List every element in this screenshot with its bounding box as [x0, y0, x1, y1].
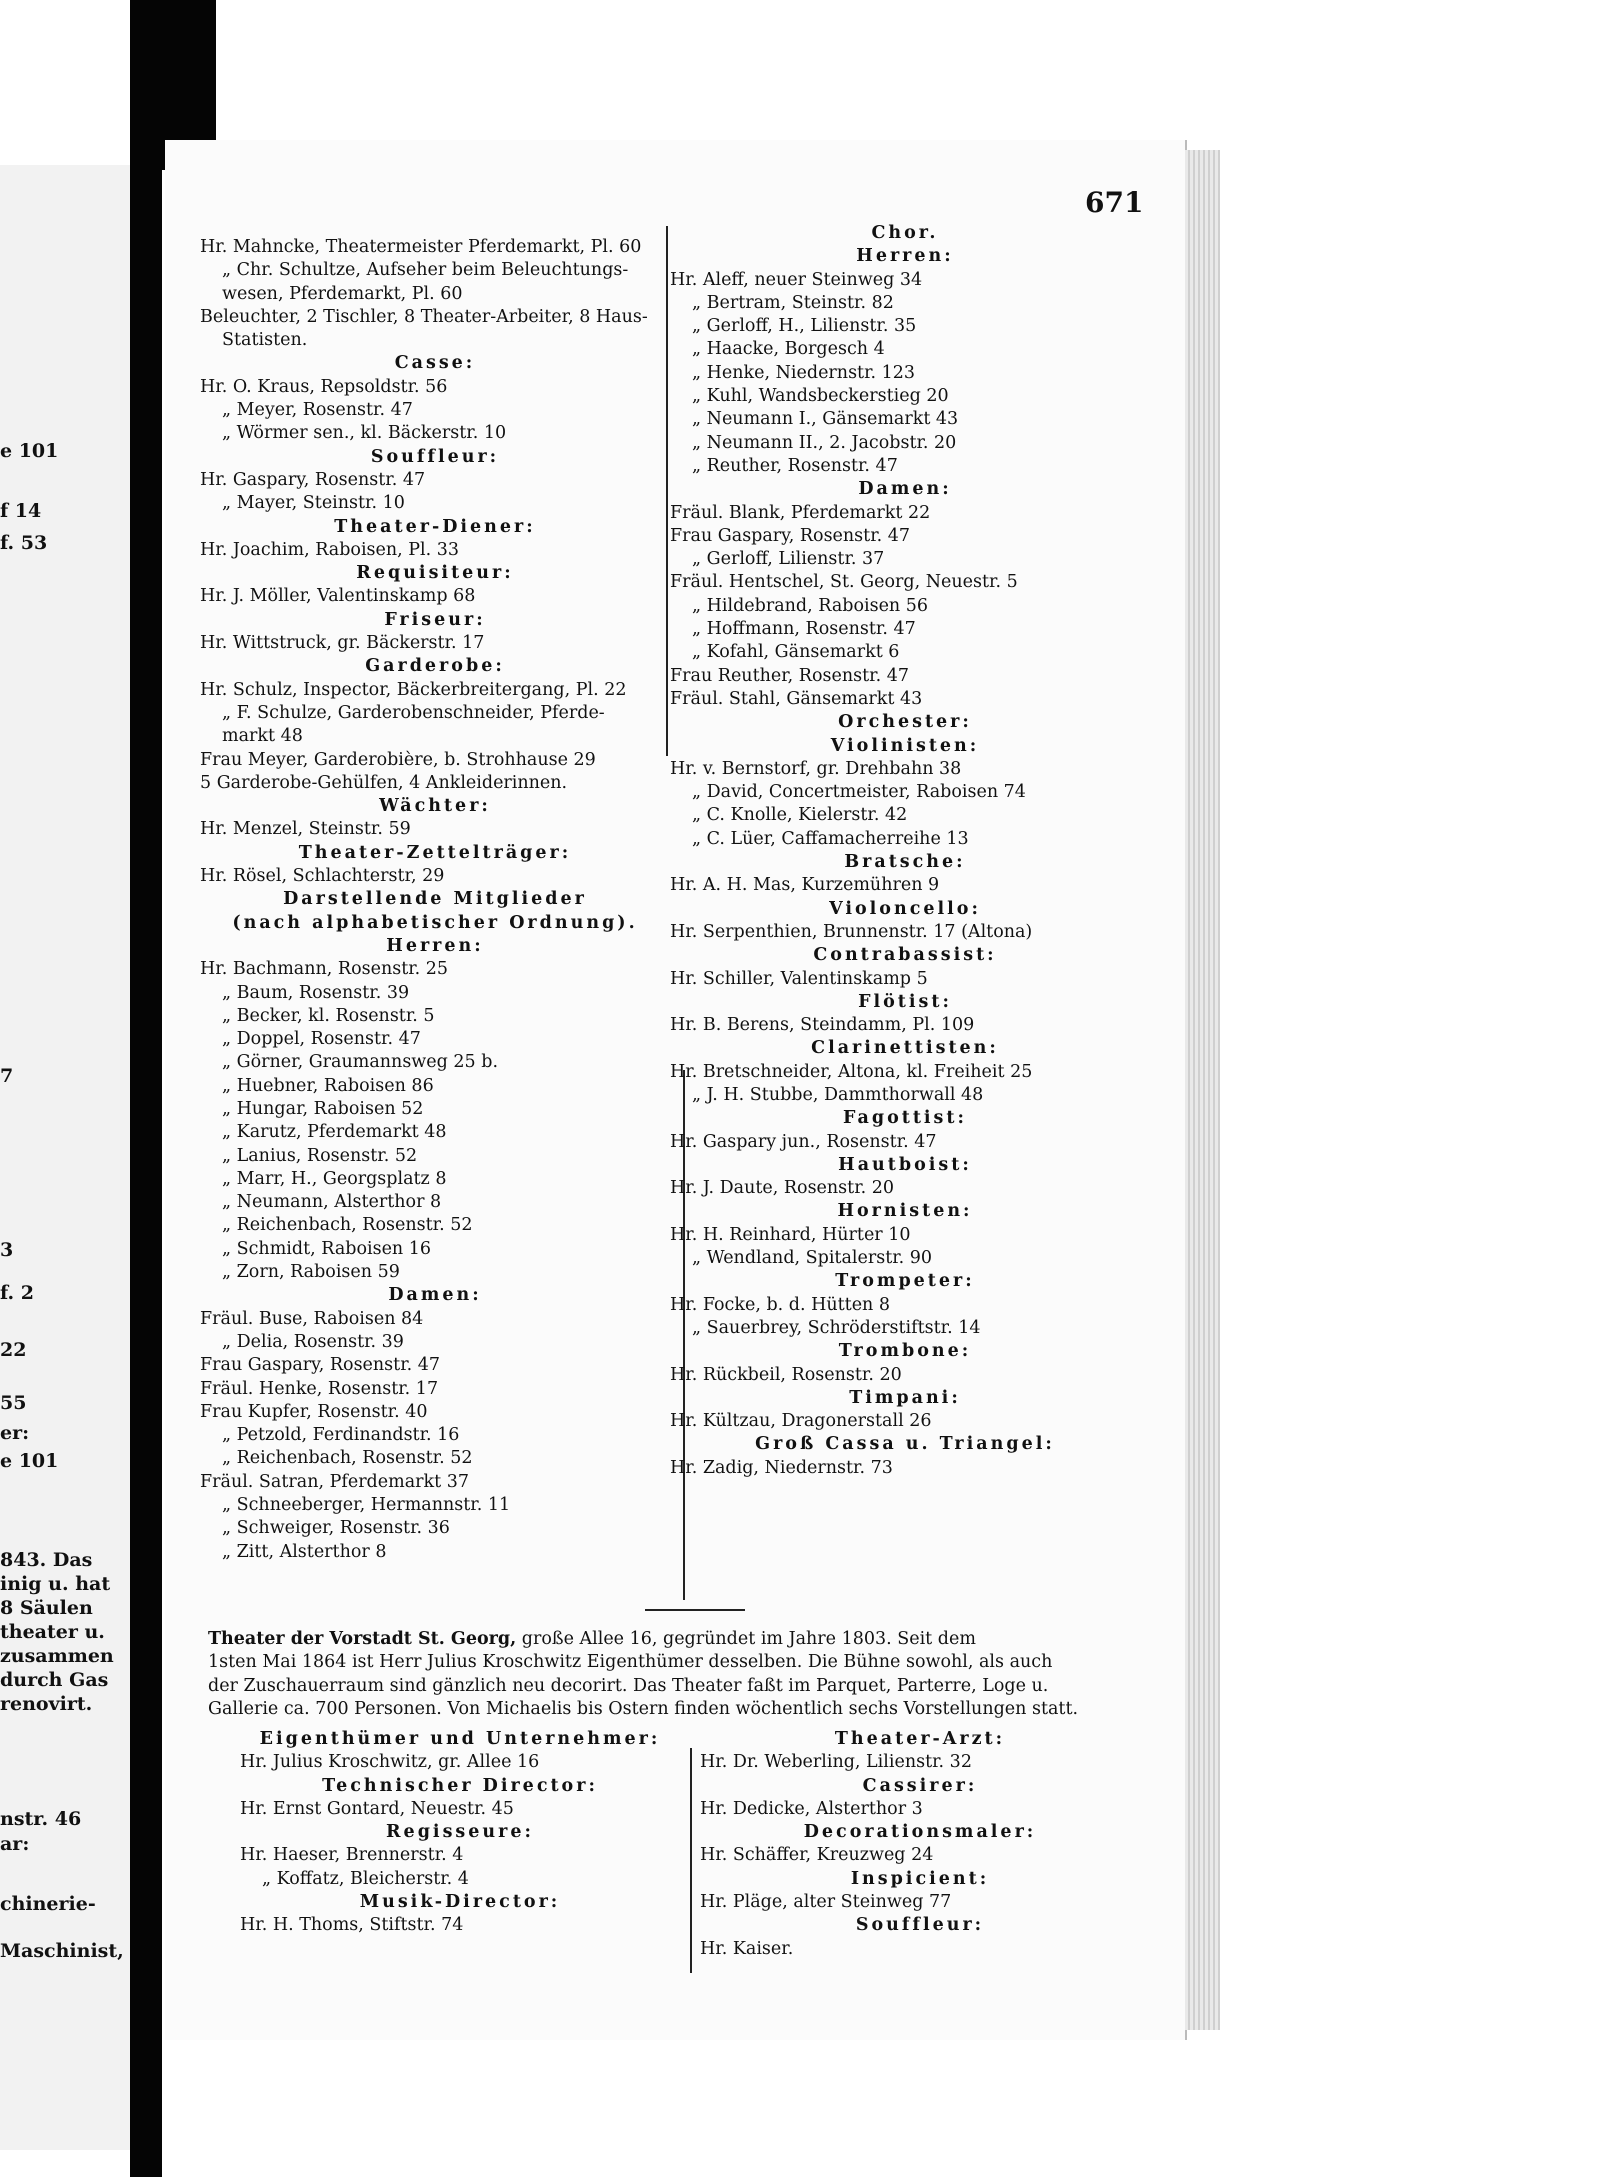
- directory-entry: Hr. H. Thoms, Stiftstr. 74: [240, 1915, 464, 1936]
- theater-text-line: der Zuschauerraum sind gänzlich neu decorirt. Das Theater faßt im Parquet, Parterre, Loge u.: [208, 1675, 1049, 1696]
- section-heading: Herren:: [856, 246, 954, 267]
- fragment-text: e 101: [0, 1450, 59, 1472]
- scan-margin: [0, 0, 1600, 72]
- section-heading: Violinisten:: [830, 735, 980, 756]
- theater-section: [208, 1628, 1158, 1721]
- directory-entry: „ Neumann I., Gänsemarkt 43: [692, 409, 959, 430]
- column-divider: [666, 226, 668, 756]
- directory-entry: Hr. J. Daute, Rosenstr. 20: [670, 1178, 895, 1199]
- section-heading: Eigenthümer und Unternehmer:: [259, 1729, 661, 1749]
- theater-left-column: [240, 1728, 680, 1938]
- directory-entry: „ Neumann II., 2. Jacobstr. 20: [692, 432, 957, 453]
- theater-intro-line: [208, 1628, 1158, 1651]
- right-column: [670, 222, 1140, 1480]
- section-heading: Decorationsmaler:: [803, 1822, 1037, 1843]
- directory-entry: „ Schmidt, Raboisen 16: [222, 1238, 432, 1259]
- section-heading: Hornisten:: [837, 1201, 973, 1222]
- section-heading: Bratsche:: [844, 852, 966, 873]
- fragment-text: 22: [0, 1339, 27, 1361]
- section-heading: Regisseure:: [386, 1822, 534, 1843]
- column-divider: [690, 1748, 692, 1973]
- directory-entry: Hr. Mahncke, Theatermeister Pferdemarkt, Pl. 60: [200, 237, 642, 257]
- directory-entry: „ Wörmer sen., kl. Bäckerstr. 10: [222, 423, 507, 444]
- directory-entry: „ Henke, Niedernstr. 123: [692, 362, 916, 383]
- directory-entry: „ Reuther, Rosenstr. 47: [692, 455, 898, 476]
- directory-entry: Hr. Haeser, Brennerstr. 4: [240, 1845, 464, 1866]
- directory-entry: „ Gerloff, H., Lilienstr. 35: [692, 316, 917, 337]
- directory-entry: Hr. Bachmann, Rosenstr. 25: [200, 959, 449, 980]
- directory-entry: „ Kofahl, Gänsemarkt 6: [692, 642, 900, 663]
- directory-entry: Beleuchter, 2 Tischler, 8 Theater-Arbeiter, 8 Haus-: [200, 306, 648, 327]
- fragment-text: chinerie-: [0, 1893, 96, 1915]
- directory-entry: „ Meyer, Rosenstr. 47: [222, 400, 413, 421]
- directory-entry: Hr. Gaspary, Rosenstr. 47: [200, 469, 426, 490]
- section-heading: Inspicient:: [850, 1868, 990, 1889]
- directory-entry: „ Haacke, Borgesch 4: [692, 339, 885, 360]
- directory-entry: Hr. Rückbeil, Rosenstr. 20: [670, 1364, 902, 1385]
- theater-text-line: Gallerie ca. 700 Personen. Von Michaelis bis Ostern finden wöchentlich sechs Vorstellungen statt.: [208, 1698, 1079, 1719]
- directory-entry: „ Chr. Schultze, Aufseher beim Beleuchtungs-: [222, 260, 629, 281]
- directory-entry: „ Koffatz, Bleicherstr. 4: [262, 1868, 469, 1889]
- directory-entry: Hr. v. Bernstorf, gr. Drehbahn 38: [670, 758, 962, 779]
- section-heading: Musik-Director:: [359, 1892, 561, 1913]
- fragment-text: 3: [0, 1239, 14, 1261]
- directory-entry: Hr. Kültzau, Dragonerstall 26: [670, 1411, 932, 1432]
- section-heading: Damen:: [858, 479, 952, 500]
- fragment-text: durch Gas: [0, 1669, 109, 1691]
- section-heading: Souffleur:: [855, 1915, 985, 1936]
- directory-entry: Hr. Gaspary jun., Rosenstr. 47: [670, 1131, 937, 1152]
- section-heading: Technischer Director:: [322, 1775, 598, 1796]
- section-heading: Herren:: [386, 935, 484, 956]
- directory-entry: „ Görner, Graumannsweg 25 b.: [222, 1052, 499, 1073]
- fragment-text: renovirt.: [0, 1693, 93, 1715]
- directory-entry: Statisten.: [222, 330, 308, 351]
- directory-entry: „ Zorn, Raboisen 59: [222, 1262, 400, 1283]
- section-heading: (nach alphabetischer Ordnung).: [232, 912, 638, 933]
- directory-entry: „ C. Knolle, Kielerstr. 42: [692, 805, 908, 826]
- directory-entry: Hr. Julius Kroschwitz, gr. Allee 16: [240, 1752, 540, 1773]
- section-heading: Theater-Diener:: [334, 516, 536, 537]
- section-heading: Casse:: [394, 353, 476, 374]
- directory-entry: Frau Meyer, Garderobière, b. Strohhause 29: [200, 749, 596, 770]
- directory-entry: „ J. H. Stubbe, Dammthorwall 48: [692, 1084, 984, 1105]
- fragment-text: e 101: [0, 440, 59, 462]
- section-heading: Friseur:: [384, 609, 486, 630]
- fragment-text: f. 53: [0, 532, 48, 554]
- fragment-text: f. 2: [0, 1282, 34, 1304]
- directory-entry: „ David, Concertmeister, Raboisen 74: [692, 782, 1026, 803]
- directory-entry: Hr. A. H. Mas, Kurzemühren 9: [670, 875, 940, 896]
- directory-entry: Hr. Aleff, neuer Steinweg 34: [670, 269, 923, 290]
- section-heading: Theater-Zettelträger:: [298, 842, 572, 863]
- directory-entry: 5 Garderobe-Gehülfen, 4 Ankleiderinnen.: [200, 772, 568, 793]
- directory-entry: Hr. Kaiser.: [700, 1938, 794, 1959]
- theater-text-line: 1sten Mai 1864 ist Herr Julius Kroschwitz Eigenthümer desselben. Die Bühne sowohl, als auch: [208, 1652, 1053, 1673]
- fragment-text: 843. Das: [0, 1549, 93, 1571]
- directory-entry: Frau Gaspary, Rosenstr. 47: [200, 1355, 441, 1376]
- fragment-text: 8 Säulen: [0, 1597, 93, 1619]
- directory-entry: wesen, Pferdemarkt, Pl. 60: [222, 283, 463, 304]
- section-heading: Theater-Arzt:: [834, 1729, 1006, 1749]
- left-column: [200, 236, 670, 1564]
- directory-entry: „ Hildebrand, Raboisen 56: [692, 595, 929, 616]
- directory-entry: „ Zitt, Alsterthor 8: [222, 1541, 387, 1562]
- section-heading: Requisiteur:: [356, 563, 514, 584]
- section-heading: Groß Cassa u. Triangel:: [755, 1434, 1055, 1455]
- fragment-text: 7: [0, 1065, 14, 1087]
- section-heading: Fagottist:: [843, 1108, 967, 1129]
- directory-entry: Frau Gaspary, Rosenstr. 47: [670, 525, 911, 546]
- directory-entry: Fräul. Satran, Pferdemarkt 37: [200, 1471, 469, 1492]
- directory-entry: Fräul. Henke, Rosenstr. 17: [200, 1378, 439, 1399]
- directory-entry: Hr. Joachim, Raboisen, Pl. 33: [200, 539, 460, 560]
- directory-entry: „ Schweiger, Rosenstr. 36: [222, 1518, 450, 1539]
- directory-entry: „ Karutz, Pferdemarkt 48: [222, 1122, 447, 1143]
- directory-entry: „ Petzold, Ferdinandstr. 16: [222, 1425, 460, 1446]
- directory-entry: Hr. Pläge, alter Steinweg 77: [700, 1892, 952, 1913]
- directory-entry: Fräul. Stahl, Gänsemarkt 43: [670, 688, 923, 709]
- section-heading: Damen:: [388, 1285, 482, 1306]
- directory-entry: Hr. J. Möller, Valentinskamp 68: [200, 586, 476, 607]
- directory-entry: Fräul. Blank, Pferdemarkt 22: [670, 502, 931, 523]
- directory-entry: „ Hoffmann, Rosenstr. 47: [692, 619, 916, 640]
- directory-entry: Hr. Rösel, Schlachterstr, 29: [200, 866, 445, 887]
- directory-entry: Hr. Serpenthien, Brunnenstr. 17 (Altona): [670, 921, 1033, 942]
- directory-entry: Hr. Schiller, Valentinskamp 5: [670, 968, 928, 989]
- facing-page-fragment: [0, 165, 138, 2150]
- directory-entry: „ Kuhl, Wandsbeckerstieg 20: [692, 386, 949, 407]
- theater-title: Theater der Vorstadt St. Georg,: [208, 1629, 517, 1649]
- directory-entry: Hr. B. Berens, Steindamm, Pl. 109: [670, 1015, 975, 1036]
- section-heading: Clarinettisten:: [811, 1038, 999, 1059]
- directory-entry: „ Gerloff, Lilienstr. 37: [692, 549, 885, 570]
- directory-entry: „ Wendland, Spitalerstr. 90: [692, 1248, 933, 1269]
- section-heading: Contrabassist:: [813, 945, 997, 966]
- directory-entry: Hr. Dr. Weberling, Lilienstr. 32: [700, 1752, 972, 1773]
- section-heading: Cassirer:: [862, 1775, 978, 1796]
- directory-entry: Hr. Zadig, Niedernstr. 73: [670, 1457, 893, 1478]
- directory-entry: „ Hungar, Raboisen 52: [222, 1098, 424, 1119]
- directory-entry: Frau Reuther, Rosenstr. 47: [670, 665, 909, 686]
- fragment-text: 55: [0, 1392, 27, 1414]
- directory-entry: „ F. Schulze, Garderobenschneider, Pferde-: [222, 702, 605, 723]
- directory-entry: „ Bertram, Steinstr. 82: [692, 292, 894, 313]
- section-heading: Chor.: [871, 223, 939, 243]
- fragment-text: er:: [0, 1422, 30, 1444]
- directory-entry: Hr. Wittstruck, gr. Bäckerstr. 17: [200, 633, 485, 654]
- directory-entry: „ Reichenbach, Rosenstr. 52: [222, 1448, 473, 1469]
- directory-entry: „ Delia, Rosenstr. 39: [222, 1331, 404, 1352]
- section-heading: Darstellende Mitglieder: [283, 889, 587, 910]
- directory-entry: Hr. Schulz, Inspector, Bäckerbreitergang, Pl. 22: [200, 679, 627, 700]
- directory-entry: Hr. H. Reinhard, Hürter 10: [670, 1224, 911, 1245]
- directory-entry: „ Reichenbach, Rosenstr. 52: [222, 1215, 473, 1236]
- section-heading: Orchester:: [838, 712, 972, 733]
- directory-entry: Fräul. Hentschel, St. Georg, Neuestr. 5: [670, 572, 1018, 593]
- directory-entry: Hr. Menzel, Steinstr. 59: [200, 819, 411, 840]
- section-heading: Timpani:: [849, 1387, 961, 1408]
- directory-entry: „ C. Lüer, Caffamacherreihe 13: [692, 828, 969, 849]
- section-heading: Hautboist:: [838, 1154, 972, 1175]
- directory-entry: „ Lanius, Rosenstr. 52: [222, 1145, 418, 1166]
- section-heading: Trombone:: [838, 1341, 972, 1362]
- directory-entry: Hr. Dedicke, Alsterthor 3: [700, 1798, 923, 1819]
- book-spine: [130, 0, 162, 2177]
- fragment-text: f 14: [0, 500, 42, 522]
- section-heading: Wächter:: [379, 796, 491, 817]
- fragment-text: zusammen: [0, 1645, 114, 1667]
- directory-entry: „ Doppel, Rosenstr. 47: [222, 1029, 421, 1050]
- page-edges: [1185, 150, 1220, 2030]
- fragment-text: nstr. 46: [0, 1808, 82, 1830]
- directory-entry: Fräul. Buse, Raboisen 84: [200, 1308, 424, 1329]
- directory-entry: Hr. Focke, b. d. Hütten 8: [670, 1294, 891, 1315]
- directory-entry: „ Mayer, Steinstr. 10: [222, 493, 405, 514]
- fragment-text: theater u.: [0, 1621, 105, 1643]
- directory-entry: Frau Kupfer, Rosenstr. 40: [200, 1401, 428, 1422]
- directory-entry: „ Huebner, Raboisen 86: [222, 1075, 434, 1096]
- directory-entry: „ Baum, Rosenstr. 39: [222, 982, 410, 1003]
- directory-entry: Hr. Ernst Gontard, Neuestr. 45: [240, 1798, 514, 1819]
- directory-entry: „ Schneeberger, Hermannstr. 11: [222, 1495, 511, 1516]
- directory-entry: Hr. Bretschneider, Altona, kl. Freiheit 25: [670, 1061, 1033, 1082]
- section-heading: Souffleur:: [370, 446, 500, 467]
- section-heading: Garderobe:: [365, 656, 505, 677]
- directory-entry: „ Sauerbrey, Schröderstiftstr. 14: [692, 1317, 981, 1338]
- section-heading: Violoncello:: [829, 898, 981, 919]
- theater-right-column: [700, 1728, 1140, 1961]
- theater-intro: große Allee 16, gegründet im Jahre 1803. Seit dem: [521, 1629, 976, 1649]
- directory-entry: Hr. O. Kraus, Repsoldstr. 56: [200, 376, 448, 397]
- fragment-text: inig u. hat: [0, 1573, 111, 1595]
- fragment-text: Maschinist,: [0, 1940, 124, 1962]
- section-heading: Flötist:: [858, 991, 952, 1012]
- section-heading: Trompeter:: [835, 1271, 975, 1292]
- directory-entry: markt 48: [222, 726, 303, 747]
- section-separator: [645, 1609, 745, 1611]
- directory-entry: Hr. Schäffer, Kreuzweg 24: [700, 1845, 934, 1866]
- directory-entry: „ Becker, kl. Rosenstr. 5: [222, 1005, 435, 1026]
- directory-entry: „ Marr, H., Georgsplatz 8: [222, 1168, 447, 1189]
- directory-entry: „ Neumann, Alsterthor 8: [222, 1192, 442, 1213]
- page-number: 671: [1085, 186, 1144, 219]
- fragment-text: ar:: [0, 1833, 30, 1855]
